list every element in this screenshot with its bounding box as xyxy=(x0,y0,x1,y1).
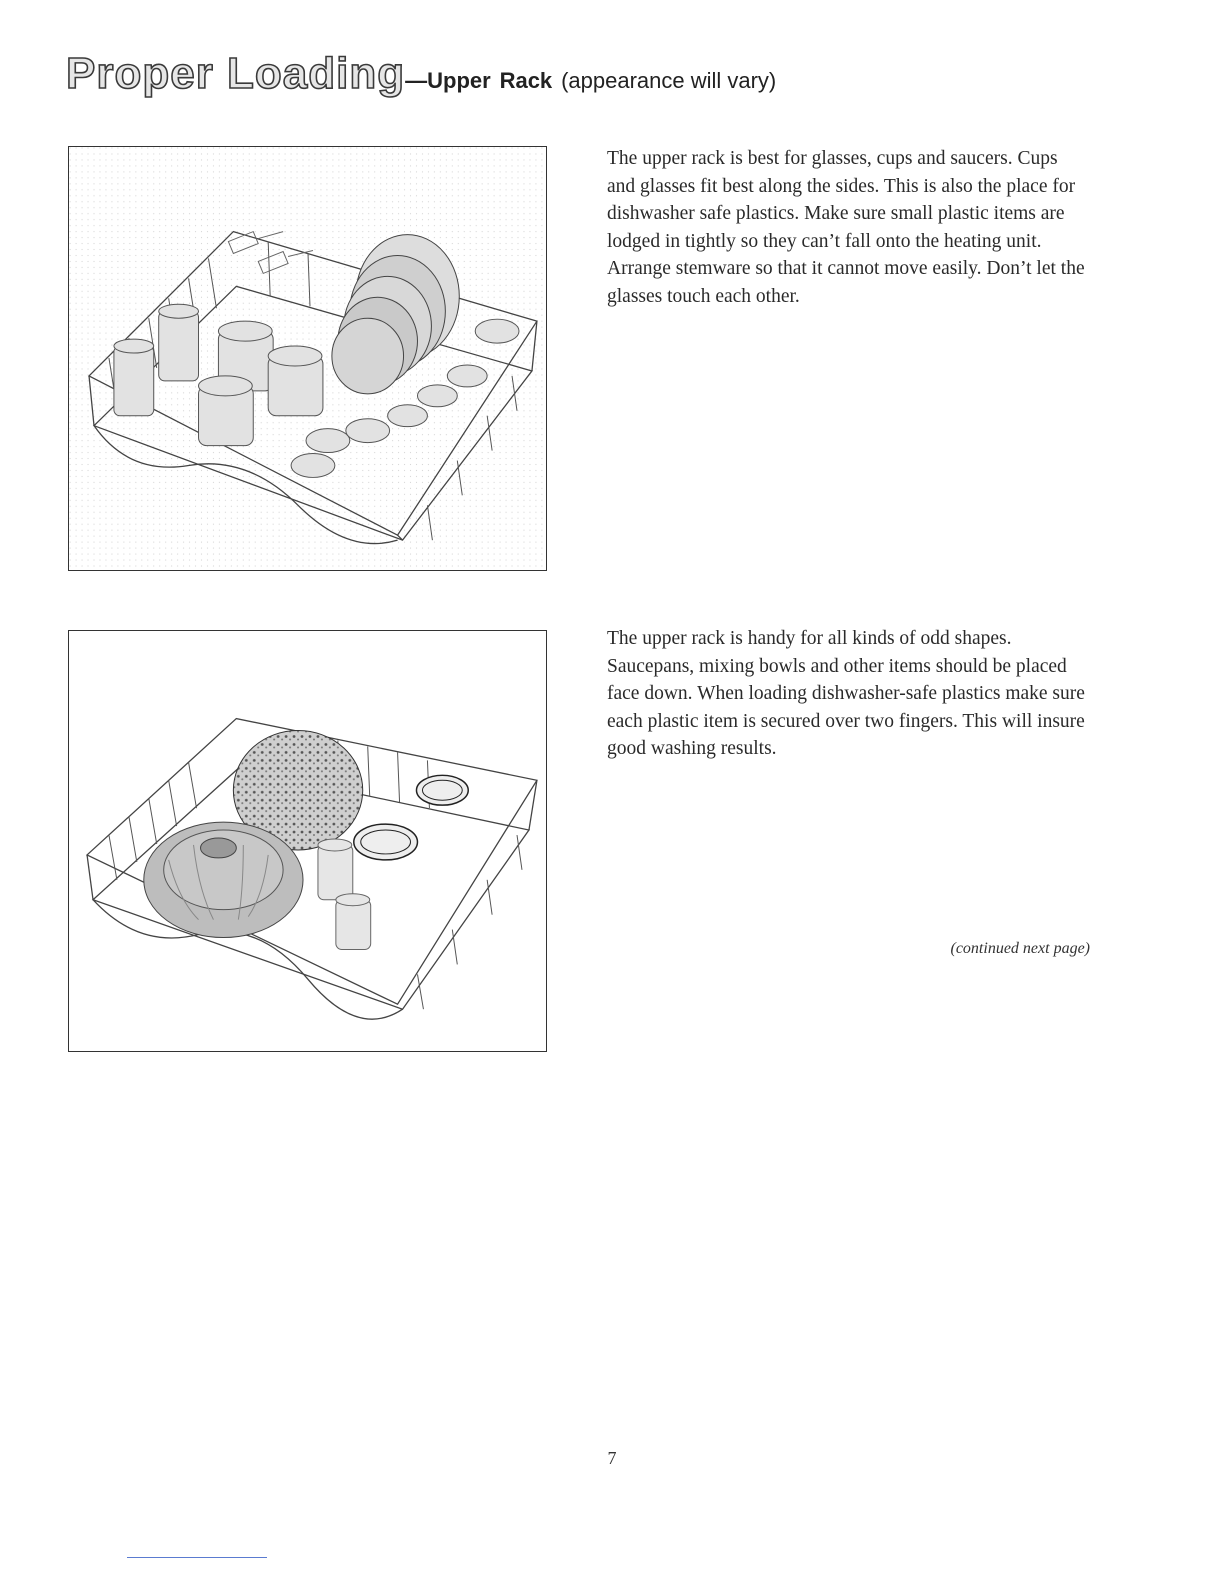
upper-rack-glasses-illustration xyxy=(68,146,547,571)
page-number: 7 xyxy=(607,1448,617,1468)
section-1-text: The upper rack is best for glasses, cups and saucers. Cups and glasses fit best along the sides. This is also the place for dishwasher safe plastics. Make sure small plastic items are lodged in tightly so they can’t fall onto the heating unit. Arrange stemware so that it cannot move easily. Don’t let the glasses touch each other. xyxy=(607,148,1085,307)
bundt-pan xyxy=(144,822,303,937)
title-upper: Upper xyxy=(427,68,491,93)
footer-rule xyxy=(127,1557,267,1558)
page-title xyxy=(66,49,777,98)
title-main: Proper Loading xyxy=(66,49,406,98)
title-rack: Rack xyxy=(499,68,553,93)
title-note: (appearance will vary) xyxy=(561,68,777,93)
section-2-text: The upper rack is handy for all kinds of odd shapes. Saucepans, mixing bowls and other items should be placed face down. When loading dishwasher-safe plastics make sure each plastic item is secured over two fingers. This will insure good washing results. xyxy=(607,628,1085,759)
rack-odd-shapes-drawing xyxy=(69,631,546,1051)
glasses xyxy=(318,839,371,949)
continued-note: (continued next page) xyxy=(950,940,1090,957)
saucers xyxy=(354,775,468,860)
upper-rack-odd-shapes-illustration xyxy=(68,630,547,1052)
title-dash: — xyxy=(405,68,428,93)
rack-glasses-drawing xyxy=(69,147,546,570)
